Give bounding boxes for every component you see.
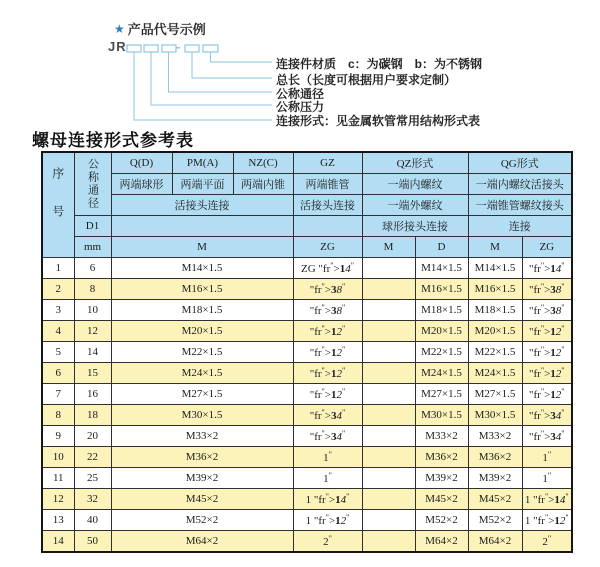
cell-qz-d: M16×1.5 <box>415 279 468 300</box>
cell-qg-m: M20×1.5 <box>468 321 522 342</box>
cell-qg-m: M16×1.5 <box>468 279 522 300</box>
cell-qz-m <box>362 489 415 510</box>
cell-mm: 6 <box>74 258 111 279</box>
code-prefix: JR <box>108 39 127 54</box>
cell-qz-d: M14×1.5 <box>415 258 468 279</box>
cell-mm: 16 <box>74 384 111 405</box>
header-ends-gz: 两端锥管 <box>293 174 362 195</box>
header-thread-qg-m: M <box>468 237 522 258</box>
cell-m: M33×2 <box>111 426 293 447</box>
cell-qz-d: M30×1.5 <box>415 405 468 426</box>
cell-qz-m <box>362 342 415 363</box>
table-row <box>42 342 572 363</box>
cell-mm: 10 <box>74 300 111 321</box>
cell-qg-zg: "fr">34" <box>522 426 572 447</box>
header-nominal: 公称通径 <box>74 152 111 216</box>
table-row <box>42 300 572 321</box>
cell-m: M16×1.5 <box>111 279 293 300</box>
header-joint-gz: 活接头连接 <box>293 195 362 216</box>
header-joint-qz: 一端外螺纹 <box>362 195 468 216</box>
table-row <box>42 468 572 489</box>
header-blank-gz <box>293 216 362 237</box>
header-blank-left <box>111 216 293 237</box>
cell-zg: "fr">34" <box>293 426 362 447</box>
cell-qg-m: M36×2 <box>468 447 522 468</box>
header-ends-nzc: 两端内锥 <box>233 174 293 195</box>
cell-zg: ZG "fr">14" <box>293 258 362 279</box>
cell-qz-m <box>362 510 415 531</box>
cell-qz-m <box>362 426 415 447</box>
cell-seq: 13 <box>42 510 74 531</box>
table-row <box>42 279 572 300</box>
header-code-qz: QZ形式 <box>362 152 468 174</box>
code-label-nominal-pressure: 公称压力 <box>276 100 325 114</box>
table-body <box>42 258 572 553</box>
header-seq: 序号 <box>42 152 74 258</box>
cell-m: M52×2 <box>111 510 293 531</box>
header-ends-qd: 两端球形 <box>111 174 172 195</box>
table-row <box>42 405 572 426</box>
table-row <box>42 447 572 468</box>
header-joint-qg: 一端锥管螺纹接头 <box>468 195 572 216</box>
code-separator: - <box>176 39 181 54</box>
cell-qz-m <box>362 258 415 279</box>
connector-line <box>169 52 273 92</box>
cell-m: M24×1.5 <box>111 363 293 384</box>
cell-qg-m: M30×1.5 <box>468 405 522 426</box>
cell-seq: 7 <box>42 384 74 405</box>
cell-seq: 2 <box>42 279 74 300</box>
cell-qz-d: M52×2 <box>415 510 468 531</box>
cell-qz-d: M45×2 <box>415 489 468 510</box>
cell-qz-d: M36×2 <box>415 447 468 468</box>
cell-qz-d: M33×2 <box>415 426 468 447</box>
cell-m: M14×1.5 <box>111 258 293 279</box>
cell-qg-m: M45×2 <box>468 489 522 510</box>
header-conn-qg: 连接 <box>468 216 572 237</box>
cell-zg: 1 "fr">12" <box>293 510 362 531</box>
table-row <box>42 510 572 531</box>
cell-qz-d: M18×1.5 <box>415 300 468 321</box>
header-row-ends <box>42 174 572 195</box>
cell-qg-zg: 1 "fr">14" <box>522 489 572 510</box>
table-row <box>42 489 572 510</box>
cell-m: M39×2 <box>111 468 293 489</box>
cell-qg-zg: "fr">12" <box>522 363 572 384</box>
cell-zg: "fr">38" <box>293 300 362 321</box>
header-row-codes <box>42 152 572 174</box>
cell-qg-zg: "fr">12" <box>522 342 572 363</box>
cell-qg-m: M33×2 <box>468 426 522 447</box>
cell-qz-d: M22×1.5 <box>415 342 468 363</box>
header-thread-qz-m: M <box>362 237 415 258</box>
cell-mm: 18 <box>74 405 111 426</box>
cell-zg: 2" <box>293 531 362 553</box>
cell-zg: "fr">12" <box>293 321 362 342</box>
table-row <box>42 384 572 405</box>
header-row-joint <box>42 195 572 216</box>
cell-qg-zg: 1" <box>522 468 572 489</box>
cell-qg-m: M27×1.5 <box>468 384 522 405</box>
cell-seq: 11 <box>42 468 74 489</box>
cell-qg-m: M64×2 <box>468 531 522 553</box>
header-thread-m: M <box>111 237 293 258</box>
cell-zg: 1 "fr">14" <box>293 489 362 510</box>
cell-qg-zg: "fr">12" <box>522 384 572 405</box>
cell-qg-zg: "fr">12" <box>522 321 572 342</box>
cell-mm: 32 <box>74 489 111 510</box>
code-segment-box <box>203 45 218 52</box>
cell-qz-d: M24×1.5 <box>415 363 468 384</box>
cell-seq: 12 <box>42 489 74 510</box>
cell-m: M30×1.5 <box>111 405 293 426</box>
cell-m: M20×1.5 <box>111 321 293 342</box>
cell-mm: 15 <box>74 363 111 384</box>
cell-mm: 22 <box>74 447 111 468</box>
header-conn-qz: 球形接头连接 <box>362 216 468 237</box>
header-thread-qg-zg: ZG <box>522 237 572 258</box>
table-row <box>42 258 572 279</box>
code-segment-box <box>144 45 158 52</box>
table-header <box>42 152 572 258</box>
cell-qg-m: M14×1.5 <box>468 258 522 279</box>
cell-qg-m: M52×2 <box>468 510 522 531</box>
cell-qz-m <box>362 321 415 342</box>
connector-line <box>211 52 273 62</box>
connector-line <box>192 52 272 78</box>
cell-zg: 1" <box>293 447 362 468</box>
cell-qg-m: M39×2 <box>468 468 522 489</box>
cell-seq: 4 <box>42 321 74 342</box>
header-row-d1 <box>42 216 572 237</box>
cell-mm: 14 <box>74 342 111 363</box>
cell-zg: "fr">12" <box>293 363 362 384</box>
cell-seq: 6 <box>42 363 74 384</box>
star-icon: ★ <box>114 21 125 36</box>
cell-seq: 10 <box>42 447 74 468</box>
header-ends-qg: 一端内螺纹活接头 <box>468 174 572 195</box>
cell-qz-m <box>362 405 415 426</box>
code-label-nominal-diameter: 公称通径 <box>276 87 325 101</box>
cell-mm: 40 <box>74 510 111 531</box>
cell-seq: 9 <box>42 426 74 447</box>
cell-qz-d: M20×1.5 <box>415 321 468 342</box>
cell-qz-d: M39×2 <box>415 468 468 489</box>
code-label-connection-form: 连接形式：见金属软管常用结构形式表 <box>276 114 481 128</box>
table-row <box>42 426 572 447</box>
product-code-heading-text: 产品代号示例 <box>127 22 206 37</box>
cell-zg: "fr">12" <box>293 342 362 363</box>
cell-m: M22×1.5 <box>111 342 293 363</box>
cell-qz-d: M64×2 <box>415 531 468 553</box>
cell-qz-m <box>362 384 415 405</box>
header-thread-zg: ZG <box>293 237 362 258</box>
cell-qg-zg: "fr">38" <box>522 300 572 321</box>
header-code-nzc: NZ(C) <box>233 152 293 174</box>
header-code-qg: QG形式 <box>468 152 572 174</box>
cell-qg-zg: "fr">14" <box>522 258 572 279</box>
table-row <box>42 321 572 342</box>
header-code-pma: PM(A) <box>172 152 233 174</box>
header-code-qd: Q(D) <box>111 152 172 174</box>
cell-qg-zg: 2" <box>522 531 572 553</box>
cell-zg: "fr">34" <box>293 405 362 426</box>
code-segment-box <box>162 45 176 52</box>
table-row <box>42 363 572 384</box>
cell-m: M64×2 <box>111 531 293 553</box>
cell-seq: 1 <box>42 258 74 279</box>
cell-mm: 20 <box>74 426 111 447</box>
header-unit: mm <box>74 237 111 258</box>
cell-qg-zg: "fr">34" <box>522 405 572 426</box>
cell-seq: 8 <box>42 405 74 426</box>
cell-m: M18×1.5 <box>111 300 293 321</box>
cell-qg-m: M18×1.5 <box>468 300 522 321</box>
header-row-units <box>42 237 572 258</box>
cell-zg: "fr">12" <box>293 384 362 405</box>
cell-mm: 12 <box>74 321 111 342</box>
cell-qz-m <box>362 363 415 384</box>
cell-seq: 3 <box>42 300 74 321</box>
cell-mm: 25 <box>74 468 111 489</box>
cell-mm: 8 <box>74 279 111 300</box>
cell-zg: 1" <box>293 468 362 489</box>
cell-m: M27×1.5 <box>111 384 293 405</box>
header-d1: D1 <box>74 216 111 237</box>
cell-qg-zg: 1" <box>522 447 572 468</box>
code-label-total-length: 总长（长度可根据用户要求定制） <box>276 73 457 87</box>
code-segment-box <box>185 45 199 52</box>
cell-qz-m <box>362 300 415 321</box>
cell-qz-m <box>362 279 415 300</box>
cell-qz-m <box>362 531 415 553</box>
cell-m: M36×2 <box>111 447 293 468</box>
header-ends-qz: 一端内螺纹 <box>362 174 468 195</box>
cell-seq: 5 <box>42 342 74 363</box>
nut-connection-table <box>41 151 573 553</box>
cell-qg-m: M24×1.5 <box>468 363 522 384</box>
header-thread-qz-d: D <box>415 237 468 258</box>
cell-mm: 50 <box>74 531 111 553</box>
code-segment-box <box>127 45 141 52</box>
cell-qz-m <box>362 468 415 489</box>
header-joint-left: 活接头连接 <box>111 195 293 216</box>
product-code-heading <box>114 19 206 38</box>
cell-qz-d: M27×1.5 <box>415 384 468 405</box>
table-row <box>42 531 572 553</box>
header-ends-pma: 两端平面 <box>172 174 233 195</box>
header-code-gz: GZ <box>293 152 362 174</box>
cell-zg: "fr">38" <box>293 279 362 300</box>
code-label-material: 连接件材质 c：为碳钢 b：为不锈钢 <box>276 57 483 71</box>
cell-m: M45×2 <box>111 489 293 510</box>
cell-qg-zg: 1 "fr">12" <box>522 510 572 531</box>
cell-seq: 14 <box>42 531 74 553</box>
cell-qg-zg: "fr">38" <box>522 279 572 300</box>
cell-qg-m: M22×1.5 <box>468 342 522 363</box>
table-title: 螺母连接形式参考表 <box>32 131 194 151</box>
cell-qz-m <box>362 447 415 468</box>
